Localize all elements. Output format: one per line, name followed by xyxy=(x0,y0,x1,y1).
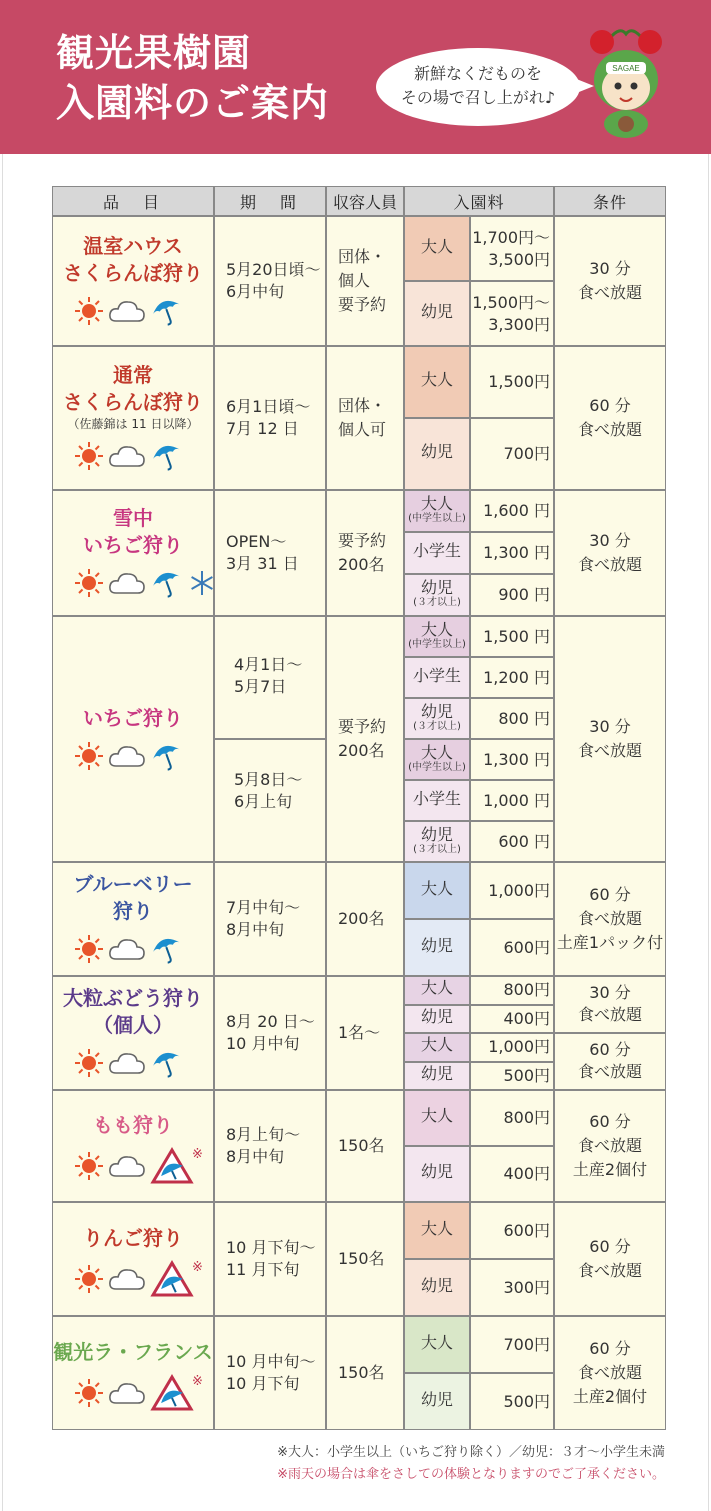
row-8-fee-1-price xyxy=(470,1220,550,1242)
cloud-icon xyxy=(108,442,146,470)
row-3-period-line: 3月 31 日 xyxy=(226,554,299,573)
price-line: 800 円 xyxy=(498,708,550,728)
price-line: 600円 xyxy=(503,937,550,957)
cloud-icon xyxy=(108,935,146,963)
sun-icon xyxy=(74,1264,104,1294)
row-3-conditions-line: 食べ放題 xyxy=(577,555,642,574)
row-6-capacity-line: 1名～ xyxy=(338,1023,381,1042)
rain-warning-icon xyxy=(150,1374,194,1412)
row-5-period-line: 7月中旬～ xyxy=(226,898,301,917)
row-9-conditions xyxy=(554,1337,666,1409)
row-2-conditions-line: 60 分 xyxy=(589,396,631,415)
cloud-icon xyxy=(108,742,146,770)
row-9-capacity xyxy=(338,1361,385,1385)
fee-label-sub: (中学生以上) xyxy=(408,761,466,773)
row-5-fee-1-price xyxy=(470,880,550,902)
rain-warning-icon xyxy=(150,1260,194,1298)
row-1-period xyxy=(226,259,321,303)
fee-label-sub: (３才以上) xyxy=(413,843,461,855)
sun-icon xyxy=(74,1151,104,1181)
price-line: 1,500円 xyxy=(488,372,550,391)
weather-icons xyxy=(74,740,184,772)
row-4-fee-1-price xyxy=(470,626,550,648)
price-line: 1,000円 xyxy=(488,880,550,900)
price-line: 800円 xyxy=(503,1108,550,1127)
row-6-fee-2-label xyxy=(404,1008,470,1026)
sun-icon xyxy=(74,741,104,771)
row-2-period-line: 7月 12 日 xyxy=(226,419,299,438)
price-line: 500円 xyxy=(503,1065,550,1085)
price-line: 1,700円～ xyxy=(472,227,550,247)
fee-label-text: 大人 xyxy=(420,370,453,389)
row-7-conditions-line: 土産2個付 xyxy=(572,1160,648,1179)
bubble-line-2: その場で召し上がれ♪ xyxy=(400,88,556,107)
price-line: 3,300円 xyxy=(488,314,550,334)
footnote-rain: ※雨天の場合は傘をさしての体験となりますのでご了承ください。 xyxy=(277,1467,665,1482)
fee-label-text: 幼児 xyxy=(420,301,453,321)
row-7-name xyxy=(52,1112,214,1139)
fee-label-text: 大人 xyxy=(420,619,453,639)
fee-label-text: 幼児 xyxy=(420,824,453,844)
row-4-fee-3-price xyxy=(470,708,550,730)
fee-label-text: 大人 xyxy=(420,1106,453,1125)
price-line: 300円 xyxy=(503,1277,550,1297)
fee-label-text: 幼児 xyxy=(420,701,453,721)
fee-label-text: 大人 xyxy=(420,494,453,513)
row-6-conditions xyxy=(554,982,666,1026)
row-2-capacity-line: 団体・ xyxy=(338,396,387,415)
fee-label-text: 大人 xyxy=(420,1035,453,1055)
row-1-period-line: 5月20日頃～ xyxy=(226,260,321,279)
row-4-fee-5-label xyxy=(404,790,470,808)
name-line: ブルーベリー xyxy=(73,872,193,896)
name-line: いちご狩り xyxy=(83,705,183,730)
fee-label-text: 大人 xyxy=(420,978,453,998)
fee-label-text: 幼児 xyxy=(420,1162,453,1181)
fee-label-text: 幼児 xyxy=(420,578,453,597)
price-line: 3,500円 xyxy=(488,249,550,269)
row-2-period xyxy=(226,396,310,440)
row-5-period-line: 8月中旬 xyxy=(226,920,285,939)
name-line: 通常 xyxy=(113,363,153,387)
row-8-conditions xyxy=(554,1235,666,1283)
fee-label-sub: (３才以上) xyxy=(413,720,461,732)
row-2-conditions xyxy=(554,394,666,442)
row-5-conditions xyxy=(554,883,666,955)
umbrella-icon xyxy=(150,440,184,472)
row-1-conditions xyxy=(554,257,666,305)
name-line: りんご狩り xyxy=(83,1225,183,1250)
price-line: 700円 xyxy=(503,1334,550,1354)
row-7-conditions-line: 60 分 xyxy=(589,1112,631,1131)
row-6-period-line: 8月 20 日～ xyxy=(226,1012,315,1031)
weather-icons xyxy=(74,295,184,327)
price-line: 700円 xyxy=(503,444,550,463)
fee-label-text: 大人 xyxy=(420,742,453,762)
price-line: 400円 xyxy=(503,1008,550,1028)
price-line: 1,500円～ xyxy=(472,292,550,312)
price-line: 1,300 円 xyxy=(483,543,550,562)
row-4-conditions xyxy=(554,715,666,763)
row-3-fee-3-price xyxy=(470,584,550,606)
row-4-period2-line: 6月上旬 xyxy=(234,792,293,811)
row-4-fee-4-price xyxy=(470,749,550,771)
row-6-capacity xyxy=(338,1021,380,1045)
row-9-period-line: 10 月中旬～ xyxy=(226,1352,316,1371)
row-8-period-line: 10 月下旬～ xyxy=(226,1238,316,1257)
price-line: 500円 xyxy=(503,1391,550,1411)
row-1-fee-1-price xyxy=(470,227,550,271)
fee-label-text: 幼児 xyxy=(420,935,453,955)
price-line: 800円 xyxy=(503,980,550,1000)
row-1-conditions-line: 30 分 xyxy=(589,259,631,278)
name-line: （個人） xyxy=(93,1013,173,1037)
row-8-name xyxy=(52,1225,214,1252)
weather-icons xyxy=(74,1374,203,1412)
row-2-fee-1-price xyxy=(470,371,550,393)
name-line: さくらんぼ狩り xyxy=(63,390,203,414)
row-2-capacity-line: 個人可 xyxy=(338,420,387,439)
row-9-name xyxy=(52,1339,214,1366)
fee-label-text: 小学生 xyxy=(412,541,461,560)
price-line: 600 円 xyxy=(498,831,550,851)
row-4-fee-5-price xyxy=(470,790,550,812)
column-header-conditions: 条件 xyxy=(554,186,666,216)
row-4-fee-6-label xyxy=(404,826,470,856)
row-4-fee-6-price xyxy=(470,831,550,853)
row-5-capacity xyxy=(338,907,385,931)
row-9-fee-1-price xyxy=(470,1334,550,1356)
row-3-conditions-line: 30 分 xyxy=(589,531,631,550)
umbrella-icon xyxy=(150,1047,184,1079)
row-3-fee-3-label xyxy=(404,579,470,609)
fee-label-text: 小学生 xyxy=(412,665,461,685)
row-4-conditions-line: 食べ放題 xyxy=(577,741,642,760)
row-7-capacity-line: 150名 xyxy=(338,1136,385,1155)
cloud-icon xyxy=(108,297,146,325)
row-4-name xyxy=(52,705,214,732)
row-7-conditions-line: 食べ放題 xyxy=(577,1136,642,1155)
row-6-fee-3-label xyxy=(404,1036,470,1054)
row-9-conditions-line: 食べ放題 xyxy=(577,1363,642,1382)
row-3-period xyxy=(226,531,299,575)
row-4-period2-line: 5月8日～ xyxy=(234,770,303,789)
row-1-capacity-line: 個人 xyxy=(338,271,371,290)
rain-note-mark: ※ xyxy=(192,1373,203,1389)
row-7-period-line: 8月上旬～ xyxy=(226,1125,301,1144)
row-4-conditions-line: 30 分 xyxy=(589,717,631,736)
row-7-period-line: 8月中旬 xyxy=(226,1147,285,1166)
row-7-fee-2-price xyxy=(470,1163,550,1185)
row-1-capacity xyxy=(338,245,386,317)
row-8-period-line: 11 月下旬 xyxy=(226,1260,300,1279)
rain-note-mark: ※ xyxy=(192,1146,203,1162)
sun-icon xyxy=(74,441,104,471)
row-1-capacity-line: 団体・ xyxy=(338,247,387,266)
row-6-period-line: 10 月中旬 xyxy=(226,1034,300,1053)
row-6-fee-2-price xyxy=(470,1008,550,1030)
row-8-conditions-line: 食べ放題 xyxy=(577,1261,642,1280)
row-4-period-line: 4月1日～ xyxy=(234,655,303,674)
row-4-period-line: 5月7日 xyxy=(234,677,287,696)
column-header-fee: 入園料 xyxy=(404,186,554,216)
price-line: 1,000円 xyxy=(488,1037,550,1057)
weather-icons xyxy=(74,1147,203,1185)
price-line: 1,000 円 xyxy=(483,790,550,810)
umbrella-icon xyxy=(150,933,184,965)
row-7-period xyxy=(226,1124,300,1168)
snow-icon xyxy=(188,569,216,597)
name-line: 観光ラ・フランス xyxy=(53,1339,213,1364)
title-line-1: 観光果樹園 xyxy=(56,31,252,75)
row-8-period xyxy=(226,1237,315,1281)
row-3-capacity xyxy=(338,529,386,577)
name-line: 温室ハウス xyxy=(83,234,183,258)
row-4-capacity-line: 200名 xyxy=(338,741,385,760)
row-9-capacity-line: 150名 xyxy=(338,1363,385,1382)
row-4-fee-2-price xyxy=(470,667,550,689)
row-6-conditions-line: 30 分 xyxy=(589,983,631,1002)
fee-label-text: 大人 xyxy=(420,1332,453,1352)
row-6-conditions2-line: 60 分 xyxy=(589,1040,631,1059)
row-5-conditions-line: 土産1パック付 xyxy=(556,933,664,952)
price-line: 400円 xyxy=(503,1164,550,1183)
rain-warning-icon xyxy=(150,1147,194,1185)
row-8-fee-2-label xyxy=(404,1277,470,1295)
row-1-fee-2-price xyxy=(470,292,550,336)
row-4-capacity-line: 要予約 xyxy=(338,717,387,736)
row-1-name xyxy=(52,233,214,287)
fee-label-text: 小学生 xyxy=(412,788,461,808)
row-7-conditions xyxy=(554,1110,666,1182)
price-line: 1,500 円 xyxy=(483,626,550,646)
row-7-fee-1-price xyxy=(470,1107,550,1129)
row-6-fee-4-label xyxy=(404,1065,470,1083)
speech-bubble xyxy=(376,48,580,126)
row-6-fee-1-label xyxy=(404,979,470,997)
cloud-icon xyxy=(108,1049,146,1077)
row-3-fee-2-price xyxy=(470,542,550,564)
row-3-capacity-line: 要予約 xyxy=(338,531,387,550)
row-1-fee-2-label xyxy=(404,303,470,321)
price-line: 1,600 円 xyxy=(483,501,550,520)
row-5-fee-2-label xyxy=(404,937,470,955)
fee-label-sub: (中学生以上) xyxy=(408,638,466,650)
fee-label-text: 幼児 xyxy=(420,1389,453,1409)
row-9-fee-1-label xyxy=(404,1334,470,1352)
row-2-name xyxy=(52,362,214,432)
row-6-conditions2-line: 食べ放題 xyxy=(577,1062,642,1081)
row-8-capacity-line: 150名 xyxy=(338,1249,385,1268)
fee-label-text: 幼児 xyxy=(420,1275,453,1295)
row-7-capacity xyxy=(338,1134,385,1158)
sun-icon xyxy=(74,934,104,964)
row-3-fee-1-price xyxy=(470,500,550,522)
name-line: さくらんぼ狩り xyxy=(63,261,203,285)
umbrella-icon xyxy=(150,740,184,772)
row-5-name xyxy=(52,871,214,925)
row-4-fee-1-label xyxy=(404,621,470,651)
row-2-fee-2-price xyxy=(470,443,550,465)
footnote-age: ※大人：小学生以上（いちご狩り除く）／幼児：３才～小学生未満 xyxy=(277,1445,665,1460)
sun-icon xyxy=(74,568,104,598)
page-title xyxy=(56,28,329,128)
rain-note-mark: ※ xyxy=(192,1259,203,1275)
name-line: 大粒ぶどう狩り xyxy=(63,986,203,1010)
name-line: 雪中 xyxy=(113,506,153,530)
cloud-icon xyxy=(108,569,146,597)
row-9-conditions-line: 60 分 xyxy=(589,1339,631,1358)
sun-icon xyxy=(74,1378,104,1408)
row-9-fee-2-price xyxy=(470,1391,550,1413)
cloud-icon xyxy=(108,1379,146,1407)
name-note: （佐藤錦は 11 日以降） xyxy=(67,417,199,431)
row-5-conditions-line: 60 分 xyxy=(589,885,631,904)
header-banner xyxy=(0,0,711,154)
row-1-conditions-line: 食べ放題 xyxy=(577,283,642,302)
row-9-period xyxy=(226,1351,315,1395)
fee-label-text: 幼児 xyxy=(420,1063,453,1083)
row-4-fee-3-label xyxy=(404,703,470,733)
row-3-name xyxy=(52,505,214,559)
row-6-fee-1-price xyxy=(470,979,550,1001)
row-2-conditions-line: 食べ放題 xyxy=(577,420,642,439)
umbrella-icon xyxy=(150,567,184,599)
row-2-fee-2-label xyxy=(404,443,470,461)
column-header-period: 期 間 xyxy=(214,186,326,216)
mascot-icon xyxy=(580,24,672,142)
row-2-capacity xyxy=(338,394,386,442)
row-6-name xyxy=(52,985,214,1039)
row-1-fee-1-label xyxy=(404,238,470,256)
weather-icons xyxy=(74,933,184,965)
name-line: 狩り xyxy=(113,899,153,923)
column-header-item: 品 目 xyxy=(52,186,214,216)
cloud-icon xyxy=(108,1152,146,1180)
row-5-fee-1-label xyxy=(404,880,470,898)
sun-icon xyxy=(74,1048,104,1078)
title-line-2: 入園料のご案内 xyxy=(56,81,330,125)
row-9-fee-2-label xyxy=(404,1391,470,1409)
column-header-capacity: 収容人員 xyxy=(326,186,404,216)
cloud-icon xyxy=(108,1265,146,1293)
weather-icons xyxy=(74,1047,184,1079)
weather-icons xyxy=(74,1260,203,1298)
row-4-fee-4-label xyxy=(404,744,470,774)
row-8-fee-2-price xyxy=(470,1277,550,1299)
row-4-period xyxy=(234,654,302,698)
fee-label-text: 幼児 xyxy=(420,1006,453,1026)
fee-label-text: 幼児 xyxy=(420,442,453,461)
bubble-line-1: 新鮮なくだものを xyxy=(413,64,542,83)
fee-label-sub: (中学生以上) xyxy=(408,513,466,524)
row-4-fee-2-label xyxy=(404,667,470,685)
row-5-capacity-line: 200名 xyxy=(338,909,385,928)
price-line: 1,200 円 xyxy=(483,667,550,687)
row-2-fee-1-label xyxy=(404,371,470,389)
price-line: 900 円 xyxy=(498,585,550,604)
row-6-period xyxy=(226,1011,315,1055)
fee-label-sub: (３才以上) xyxy=(413,597,461,608)
row-6-conditions-line: 食べ放題 xyxy=(577,1005,642,1024)
weather-icons xyxy=(74,567,216,599)
row-3-fee-2-label xyxy=(404,542,470,560)
row-8-fee-1-label xyxy=(404,1220,470,1238)
sun-icon xyxy=(74,296,104,326)
row-5-fee-2-price xyxy=(470,937,550,959)
row-4-capacity xyxy=(338,715,386,763)
row-8-conditions-line: 60 分 xyxy=(589,1237,631,1256)
row-3-period-line: OPEN～ xyxy=(226,532,287,551)
fee-label-text: 大人 xyxy=(420,1218,453,1238)
row-3-fee-1-label xyxy=(404,495,470,525)
row-2-period-line: 6月1日頃～ xyxy=(226,397,311,416)
row-7-fee-1-label xyxy=(404,1107,470,1125)
row-9-conditions-line: 土産2個付 xyxy=(572,1387,648,1406)
row-3-capacity-line: 200名 xyxy=(338,555,385,574)
fee-label-text: 大人 xyxy=(420,236,453,256)
row-1-capacity-line: 要予約 xyxy=(338,295,387,314)
row-6-conditions2 xyxy=(554,1039,666,1083)
mascot-badge: SAGAE xyxy=(612,64,640,73)
row-6-fee-4-price xyxy=(470,1065,550,1087)
weather-icons xyxy=(74,440,184,472)
row-6-fee-3-price xyxy=(470,1036,550,1058)
row-1-period-line: 6月中旬 xyxy=(226,282,285,301)
name-line: いちご狩り xyxy=(83,533,183,557)
row-9-period-line: 10 月下旬 xyxy=(226,1374,300,1393)
row-7-fee-2-label xyxy=(404,1163,470,1181)
row-3-conditions xyxy=(554,529,666,577)
price-line: 600円 xyxy=(503,1220,550,1240)
price-line: 1,300 円 xyxy=(483,749,550,769)
row-5-period xyxy=(226,897,300,941)
row-4-period2 xyxy=(234,769,302,813)
row-5-conditions-line: 食べ放題 xyxy=(577,909,642,928)
fee-label-text: 大人 xyxy=(420,878,453,898)
name-line: もも狩り xyxy=(93,1112,173,1137)
umbrella-icon xyxy=(150,295,184,327)
row-8-capacity xyxy=(338,1247,385,1271)
